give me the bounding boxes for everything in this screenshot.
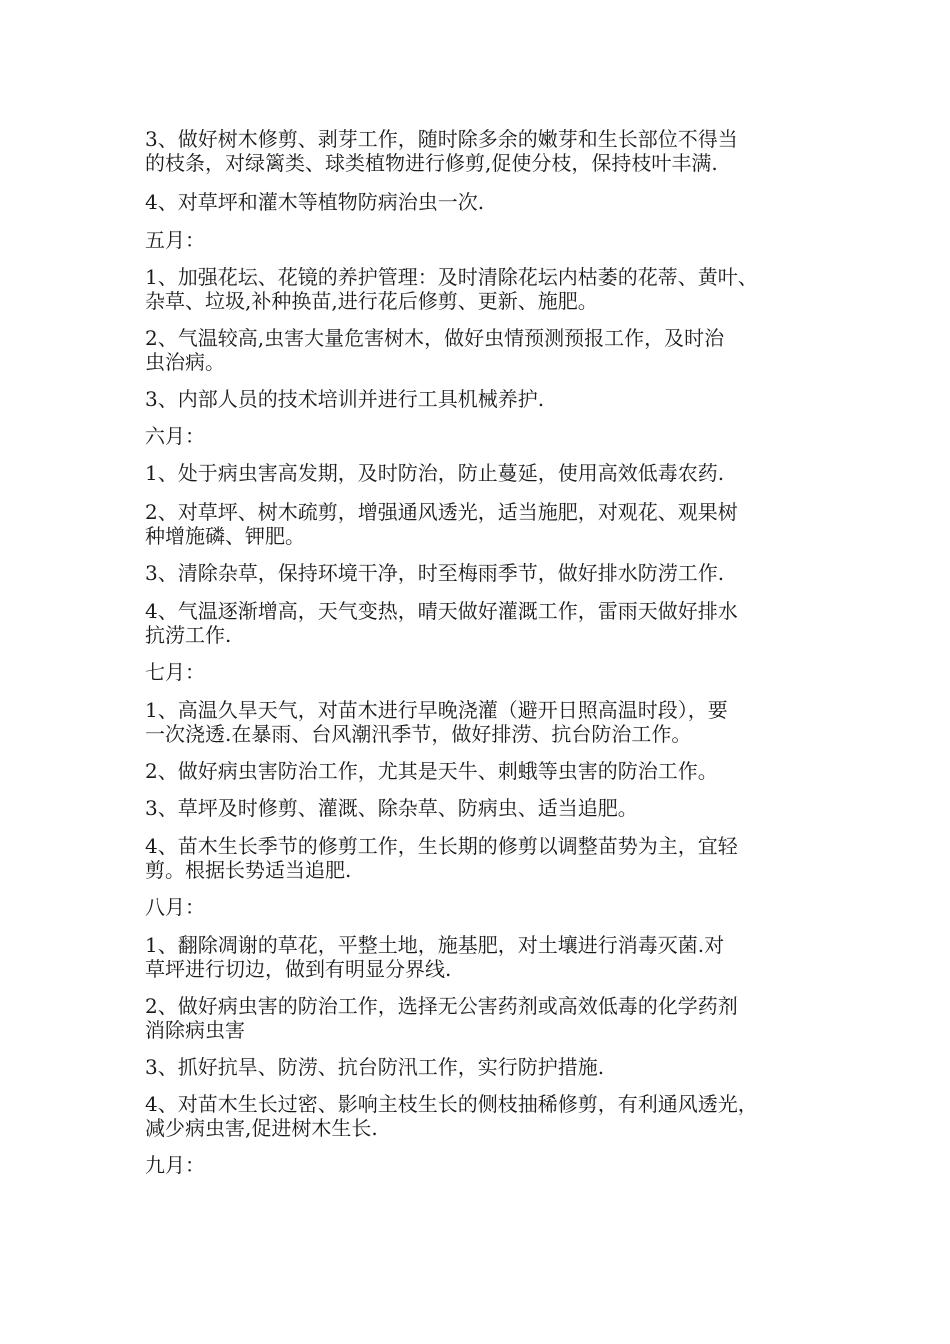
- month-heading: [145, 228, 825, 252]
- paragraph: [145, 190, 825, 214]
- paragraph: [145, 1055, 825, 1079]
- text-line: 3、抓好抗旱、防涝、抗台防汛工作，实行防护措施.: [145, 1055, 605, 1079]
- paragraph: [145, 599, 825, 647]
- paragraph: [145, 994, 825, 1042]
- month-heading: [145, 1153, 825, 1177]
- text-line: 减少病虫害,促进树木生长.: [145, 1116, 378, 1140]
- text-line: 4、对草坪和灌木等植物防病治虫一次.: [145, 190, 485, 214]
- paragraph: [145, 796, 825, 820]
- paragraph: [145, 561, 825, 585]
- text-line: 剪。根据长势适当追肥.: [145, 858, 352, 882]
- paragraph: [145, 698, 825, 746]
- text-line: 五月：: [145, 228, 205, 252]
- text-line: 2、对草坪、树木疏剪，增强通风透光，适当施肥，对观花、观果树: [145, 500, 738, 524]
- paragraph: [145, 326, 825, 374]
- text-line: 1、翻除凋谢的草花，平整土地，施基肥，对土壤进行消毒灭菌.对: [145, 933, 725, 957]
- text-line: 3、内部人员的技术培训并进行工具机械养护.: [145, 387, 545, 411]
- text-line: 虫治病。: [145, 350, 225, 374]
- text-line: 4、对苗木生长过密、影响主枝生长的侧枝抽稀修剪，有利通风透光，: [145, 1092, 758, 1116]
- paragraph: [145, 500, 825, 548]
- text-line: 草坪进行切边，做到有明显分界线.: [145, 957, 452, 981]
- paragraph: [145, 933, 825, 981]
- text-line: 七月：: [145, 660, 205, 684]
- month-heading: [145, 424, 825, 448]
- paragraph: [145, 387, 825, 411]
- text-line: 1、高温久旱天气，对苗木进行早晚浇灌（避开日照高温时段），要: [145, 698, 728, 722]
- paragraph: [145, 759, 825, 783]
- text-line: 八月：: [145, 895, 205, 919]
- text-line: 种增施磷、钾肥。: [145, 524, 305, 548]
- text-line: 3、草坪及时修剪、灌溉、除杂草、防病虫、适当追肥。: [145, 796, 638, 820]
- text-line: 的枝条，对绿篱类、球类植物进行修剪,促使分枝，保持枝叶丰满.: [145, 151, 718, 175]
- paragraph: [145, 265, 825, 313]
- paragraph: [145, 461, 825, 485]
- text-line: 2、气温较高,虫害大量危害树木，做好虫情预测预报工作，及时治: [145, 326, 725, 350]
- text-line: 六月：: [145, 424, 205, 448]
- text-line: 2、做好病虫害防治工作，尤其是天牛、刺蛾等虫害的防治工作。: [145, 759, 718, 783]
- text-line: 消除病虫害: [145, 1018, 245, 1042]
- text-line: 3、做好树木修剪、剥芽工作，随时除多余的嫩芽和生长部位不得当: [145, 127, 738, 151]
- paragraph: [145, 1092, 825, 1140]
- text-line: 2、做好病虫害的防治工作，选择无公害药剂或高效低毒的化学药剂: [145, 994, 738, 1018]
- text-line: 一次浇透.在暴雨、台风潮汛季节，做好排涝、抗台防治工作。: [145, 722, 692, 746]
- text-line: 1、处于病虫害高发期，及时防治，防止蔓延，使用高效低毒农药.: [145, 461, 725, 485]
- text-line: 3、清除杂草，保持环境干净，时至梅雨季节，做好排水防涝工作.: [145, 561, 725, 585]
- text-line: 1、加强花坛、花镜的养护管理：及时清除花坛内枯萎的花蒂、黄叶、: [145, 265, 758, 289]
- text-line: 4、苗木生长季节的修剪工作，生长期的修剪以调整苗势为主，宜轻: [145, 834, 738, 858]
- month-heading: [145, 895, 825, 919]
- text-line: 九月：: [145, 1153, 205, 1177]
- paragraph: [145, 127, 825, 175]
- text-line: 4、气温逐渐增高，天气变热，晴天做好灌溉工作，雷雨天做好排水: [145, 599, 738, 623]
- text-line: 杂草、垃圾,补种换苗,进行花后修剪、更新、施肥。: [145, 289, 598, 313]
- paragraph: [145, 834, 825, 882]
- text-line: 抗涝工作.: [145, 623, 232, 647]
- month-heading: [145, 660, 825, 684]
